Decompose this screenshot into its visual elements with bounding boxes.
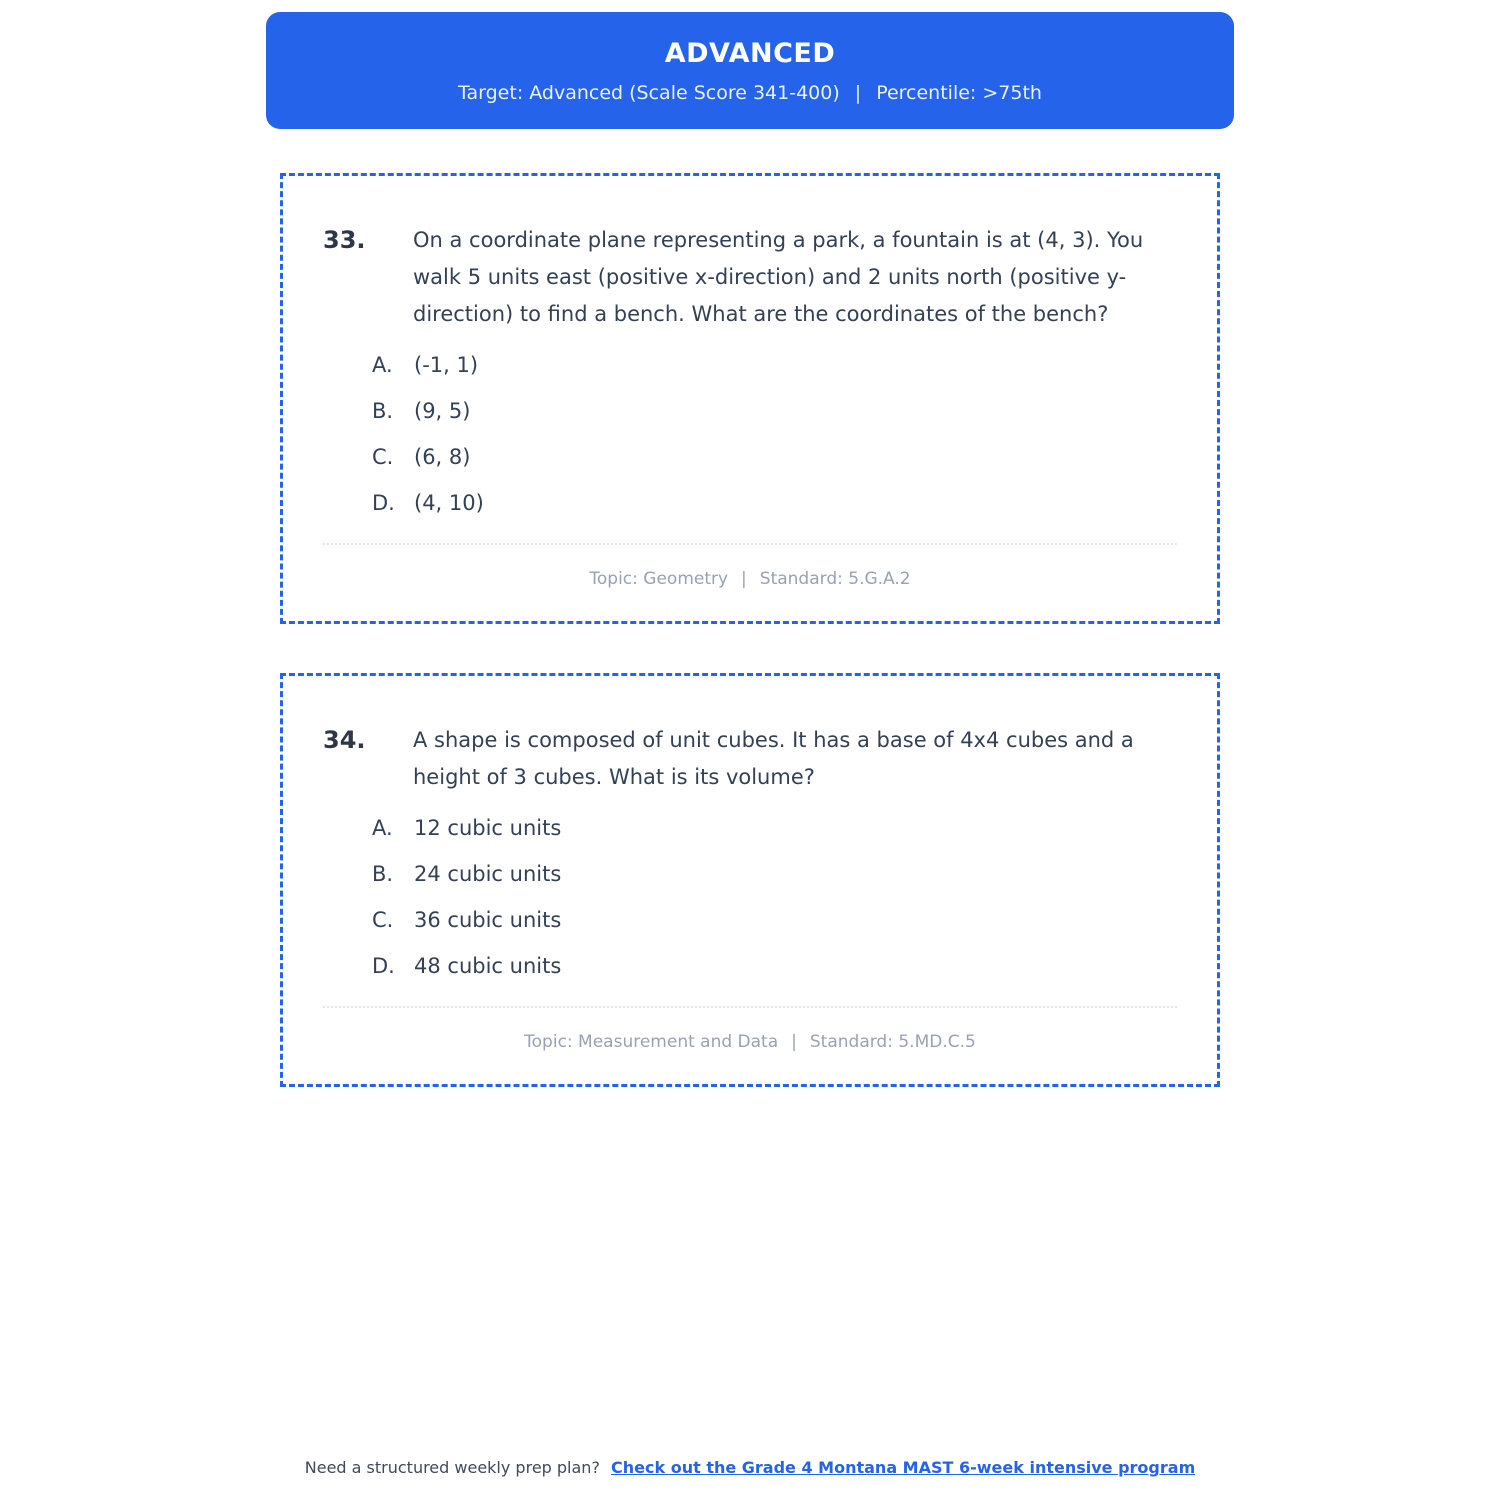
level-title: ADVANCED <box>664 38 836 69</box>
option-a <box>283 814 1217 842</box>
option-letter: A. <box>372 353 393 377</box>
level-subtitle <box>286 82 1214 104</box>
topic-label: Topic: Geometry <box>589 569 729 589</box>
question-text: A shape is composed of unit cubes. It has a base of 4x4 cubes and a height of 3 cubes. What is its volume? <box>413 728 1134 789</box>
standard-label: Standard: 5.G.A.2 <box>759 569 911 589</box>
level-banner <box>266 12 1234 129</box>
option-letter: B. <box>372 862 394 886</box>
option-text: 12 cubic units <box>414 816 562 840</box>
topic-standard-line <box>283 569 1217 589</box>
option-b <box>283 397 1217 425</box>
topic-separator: | <box>791 1032 797 1052</box>
option-letter: B. <box>372 399 394 423</box>
options-list <box>283 814 1217 980</box>
topic-label: Topic: Measurement and Data <box>524 1032 779 1052</box>
question-text: On a coordinate plane representing a park, a fountain is at (4, 3). You walk 5 units east (positive x-direction) and 2 units north (positive y-direction) to find a bench. What are the coordinates of the bench? <box>413 228 1144 326</box>
option-text: (9, 5) <box>414 399 471 423</box>
page-container <box>266 0 1234 1087</box>
question-row <box>283 222 1217 333</box>
option-a <box>283 351 1217 379</box>
dotted-divider <box>323 543 1177 545</box>
target-score-label: Target: Advanced (Scale Score 341-400) <box>458 82 840 104</box>
option-text: 24 cubic units <box>414 862 562 886</box>
question-number: 33. <box>323 226 366 254</box>
question-number: 34. <box>323 726 366 754</box>
subtitle-separator: | <box>854 82 862 104</box>
option-letter: C. <box>372 445 394 469</box>
question-row <box>283 722 1217 796</box>
standard-label: Standard: 5.MD.C.5 <box>809 1032 976 1052</box>
footer-prompt-text: Need a structured weekly prep plan? <box>304 1458 600 1477</box>
option-text: (6, 8) <box>414 445 471 469</box>
question-card-33 <box>280 173 1220 624</box>
option-c <box>283 443 1217 471</box>
program-link[interactable]: Check out the Grade 4 Montana MAST 6-week intensive program <box>611 1458 1196 1477</box>
option-text: (4, 10) <box>414 491 484 515</box>
option-text: 36 cubic units <box>414 908 562 932</box>
option-letter: C. <box>372 908 394 932</box>
option-d <box>283 952 1217 980</box>
topic-standard-line <box>283 1032 1217 1052</box>
option-letter: D. <box>372 954 395 978</box>
dotted-divider <box>323 1006 1177 1008</box>
option-text: (-1, 1) <box>414 353 479 377</box>
options-list <box>283 351 1217 517</box>
option-d <box>283 489 1217 517</box>
option-b <box>283 860 1217 888</box>
option-letter: D. <box>372 491 395 515</box>
option-c <box>283 906 1217 934</box>
footer-promo <box>0 1458 1500 1477</box>
topic-separator: | <box>741 569 747 589</box>
question-card-34 <box>280 673 1220 1087</box>
percentile-label: Percentile: >75th <box>876 82 1042 104</box>
option-text: 48 cubic units <box>414 954 562 978</box>
option-letter: A. <box>372 816 393 840</box>
